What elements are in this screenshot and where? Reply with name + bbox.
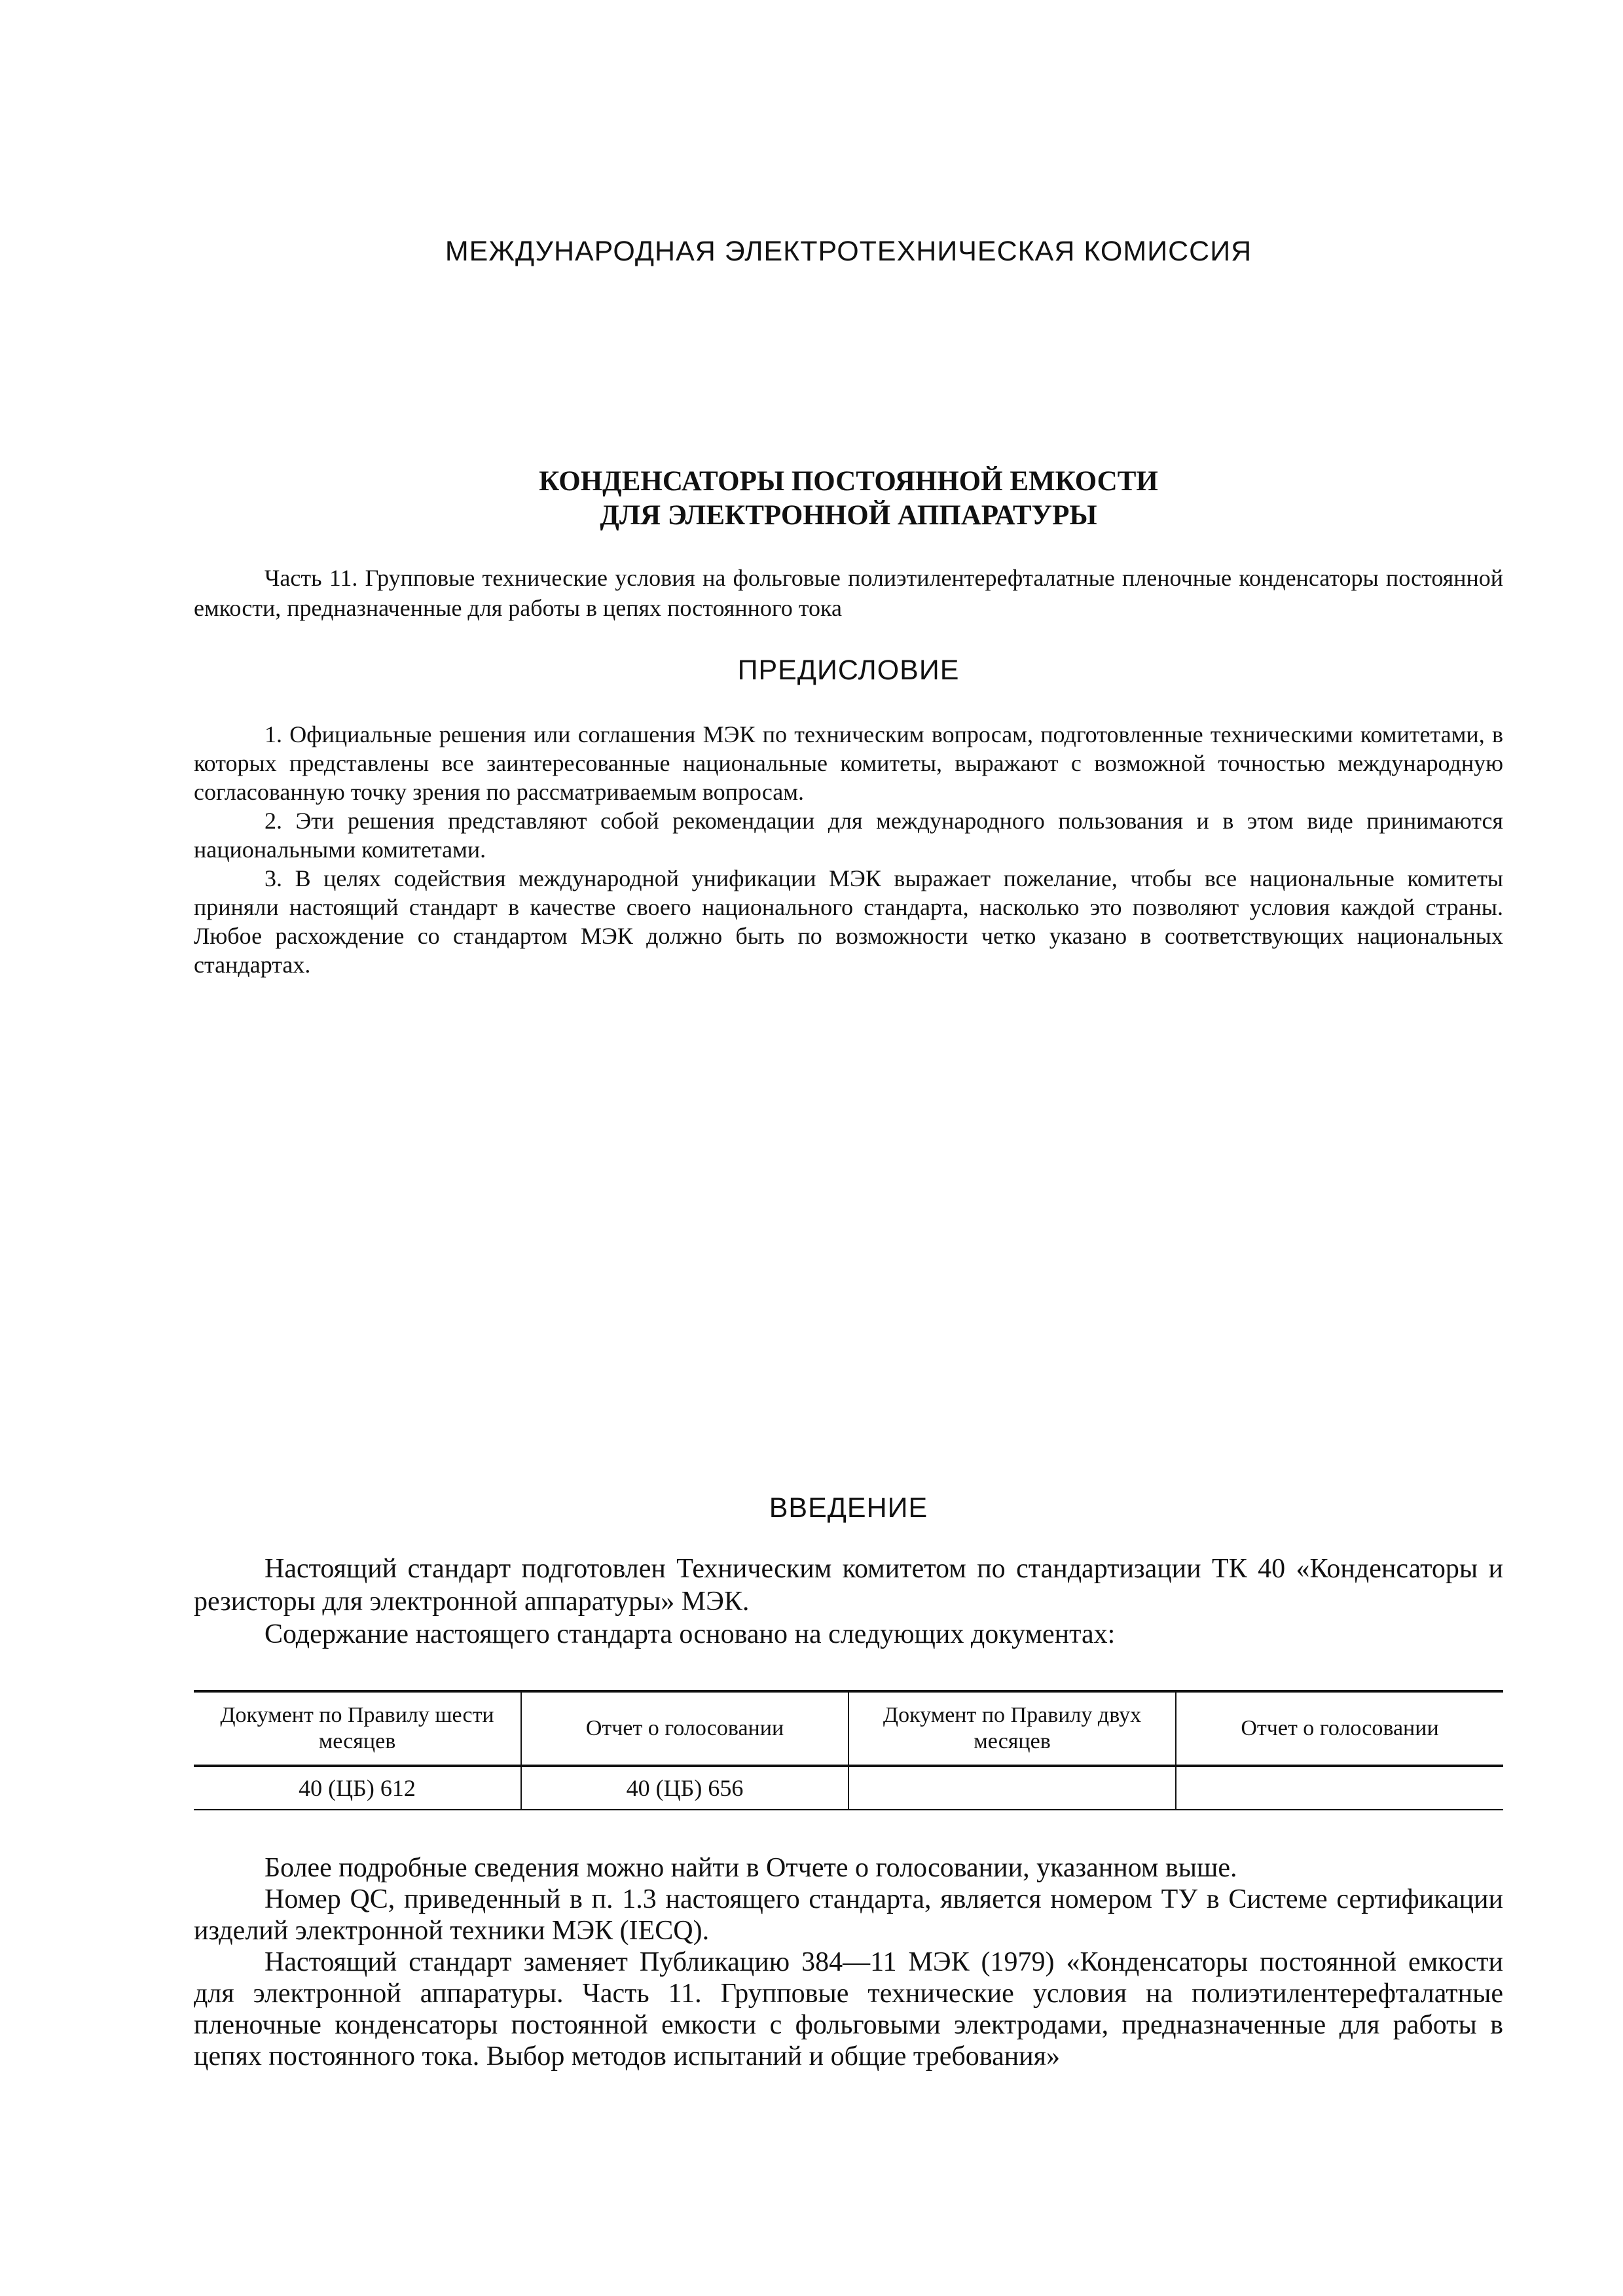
intro-paragraph-1: Настоящий стандарт подготовлен Техническим комитетом по стандартизации ТК 40 «Конденсаторы и резисторы для электронной аппаратуры» МЭК.	[194, 1554, 1503, 1617]
preface-heading: ПРЕДИСЛОВИЕ	[737, 655, 960, 686]
introduction-heading: ВВЕДЕНИЕ	[769, 1492, 928, 1524]
intro-paragraph-2: Содержание настоящего стандарта основано на следующих документах:	[264, 1619, 1116, 1649]
after-table-paragraph-3: Настоящий стандарт заменяет Публикацию 384—11 МЭК (1979) «Конденсаторы постоянной емкости для электронной аппаратуры. Часть 11. Групповые технические условия на полиэтилентерефталатные пленочные конденсаторы постоянной емкости с фольговыми электродами, предназначенные для работы в цепях постоянного тока. Выбор методов испытаний и общие требования»	[194, 1947, 1503, 2072]
title-line-1: КОНДЕНСАТОРЫ ПОСТОЯННОЙ ЕМКОСТИ	[539, 466, 1158, 497]
organization-header: МЕЖДУНАРОДНАЯ ЭЛЕКТРОТЕХНИЧЕСКАЯ КОМИССИЯ	[445, 236, 1252, 267]
documents-table	[194, 1690, 1503, 1810]
preface-item-1: 1. Официальные решения или соглашения МЭК по техническим вопросам, подготовленные техническими комитетами, в которых представлены все заинтересованные национальные комитеты, выражают с возможной точностью международную согласованную точку зрения по рассматриваемым вопросам.	[194, 721, 1503, 805]
after-table-paragraph-2: Номер QC, приведенный в п. 1.3 настоящего стандарта, является номером ТУ в Системе сертификации изделий электронной техники МЭК (IECQ).	[194, 1884, 1503, 1946]
after-table-section	[194, 1852, 1503, 2072]
document-subtitle: Часть 11. Групповые технические условия на фольговые полиэтилентерефталатные пленочные конденсаторы постоянной емкости, предназначенные для работы в цепях постоянного тока	[194, 565, 1503, 621]
table-cell: 40 (ЦБ) 612	[194, 1766, 521, 1810]
after-table-paragraph-1: Более подробные сведения можно найти в Отчете о голосовании, указанном выше.	[264, 1853, 1237, 1883]
preface-item-2: 2. Эти решения представляют собой рекомендации для международного пользования и в этом виде принимаются национальными комитетами.	[194, 808, 1503, 863]
table-header-cell: Отчет о голосовании	[1176, 1691, 1503, 1766]
title-line-2: ДЛЯ ЭЛЕКТРОННОЙ АППАРАТУРЫ	[600, 500, 1097, 531]
document-title	[194, 465, 1503, 533]
table-header-cell: Документ по Правилу шести месяцев	[194, 1691, 521, 1766]
table-cell	[1176, 1766, 1503, 1810]
document-page	[194, 0, 1503, 2296]
table-header-cell: Отчет о голосовании	[521, 1691, 848, 1766]
table-cell	[848, 1766, 1176, 1810]
table-cell: 40 (ЦБ) 656	[521, 1766, 848, 1810]
table-header-row	[194, 1691, 1503, 1766]
table-row	[194, 1766, 1503, 1810]
table-header-cell: Документ по Правилу двух месяцев	[848, 1691, 1176, 1766]
preface-item-3: 3. В целях содействия международной унификации МЭК выражает пожелание, чтобы все национальные комитеты приняли настоящий стандарт в качестве своего национального стандарта, насколько это позволяют условия каждой страны. Любое расхождение со стандартом МЭК должно быть по возможности четко указано в соответствующих национальных стандартах.	[194, 865, 1503, 978]
preface-section	[194, 720, 1503, 979]
introduction-section	[194, 1552, 1503, 1651]
